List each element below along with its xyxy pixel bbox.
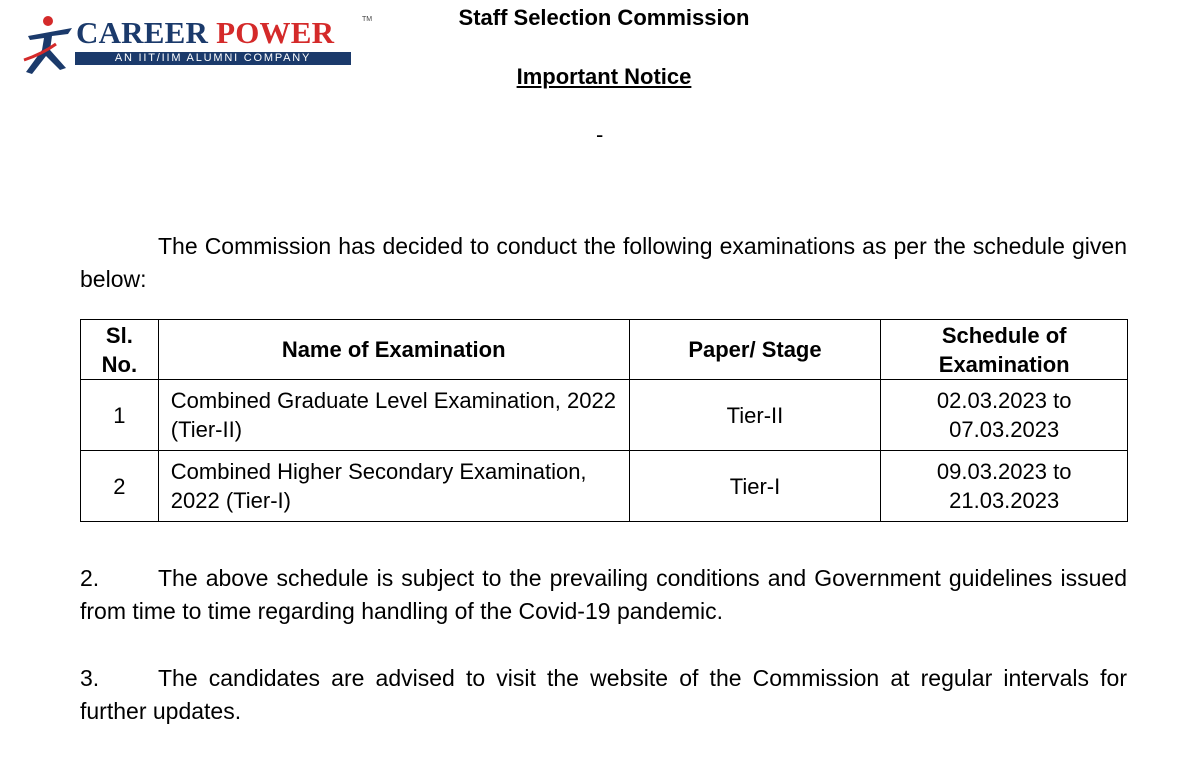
point-number: 2. <box>80 565 100 591</box>
header-sl-no: Sl. No. <box>81 320 159 380</box>
point-text: The above schedule is subject to the prevailing conditions and Government guidelines issued from time to time regarding handling of the Covid-19 pandemic. <box>80 565 1127 624</box>
table-header-row <box>81 320 1128 380</box>
header-schedule: Schedule of Examination <box>881 320 1128 380</box>
intro-paragraph: The Commission has decided to conduct the following examinations as per the schedule given below: <box>80 233 1127 292</box>
point-number: 3. <box>80 665 100 691</box>
cell-paper-stage: Tier-I <box>629 451 881 522</box>
cell-schedule: 02.03.2023 to 07.03.2023 <box>881 380 1128 451</box>
cell-sl-no: 2 <box>81 451 159 522</box>
notice-title: Important Notice <box>516 64 692 89</box>
header-paper-stage: Paper/ Stage <box>629 320 881 380</box>
cell-paper-stage: Tier-II <box>629 380 881 451</box>
cell-exam-name: Combined Graduate Level Examination, 2022 (Tier-II) <box>158 380 629 451</box>
logo-wordmark: CAREER POWER <box>76 15 335 50</box>
runner-logo-icon <box>22 14 76 76</box>
exam-schedule-table <box>80 319 1128 522</box>
separator-dash: - <box>596 122 604 147</box>
organization-title: Staff Selection Commission <box>458 5 750 30</box>
header-exam-name: Name of Examination <box>158 320 629 380</box>
point-2-paragraph <box>80 562 1127 628</box>
cell-sl-no: 1 <box>81 380 159 451</box>
point-3-paragraph <box>80 662 1127 728</box>
table-row <box>81 451 1128 522</box>
logo-tagline: AN IIT/IIM ALUMNI COMPANY <box>75 52 351 65</box>
cell-exam-name: Combined Higher Secondary Examination, 2022 (Tier-I) <box>158 451 629 522</box>
point-text: The candidates are advised to visit the website of the Commission at regular intervals for further updates. <box>80 665 1127 724</box>
cell-schedule: 09.03.2023 to 21.03.2023 <box>881 451 1128 522</box>
career-power-logo <box>22 14 373 78</box>
trademark-symbol: TM <box>362 16 373 23</box>
table-row <box>81 380 1128 451</box>
